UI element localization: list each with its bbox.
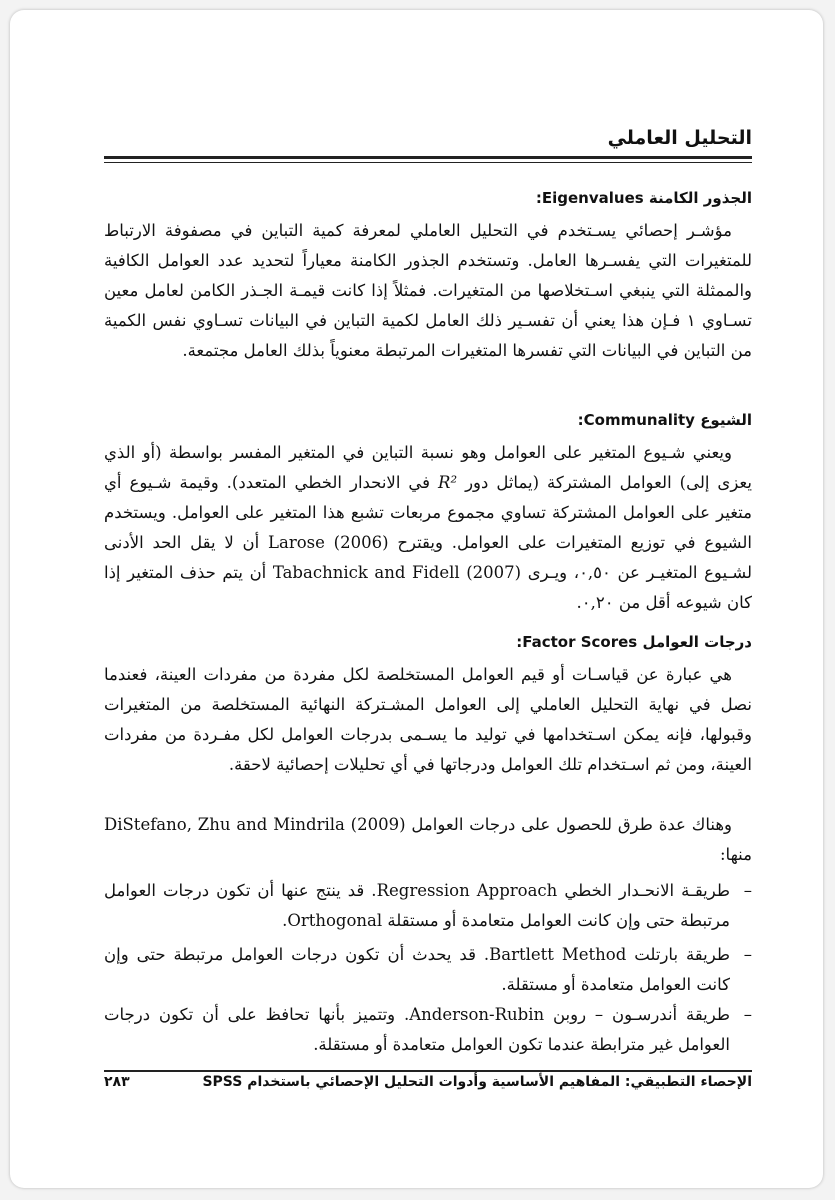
communality-paragraph [104, 438, 752, 618]
list-item [104, 1000, 752, 1060]
list-item [104, 940, 752, 1000]
communality-text-4: أن يتم حذف المتغير إذا كان شيوعه أقل من ٠,٢٠. [104, 563, 752, 612]
method-desc: . قد يحدث أن تكون درجات العوامل مرتبطة حتى وإن كانت العوامل متعامدة أو مستقلة. [104, 945, 730, 994]
eigenvalues-paragraph [104, 216, 752, 366]
r-squared: R² [438, 473, 458, 492]
method-name-ar: طريقة بارتلت [634, 945, 730, 964]
footer-rule [104, 1070, 752, 1072]
communality-text-1: ويعني شـيوع المتغير على العوامل وهو نسبة التباين في المتغير المفسر بواسطة (أو الذي يعزى إلى) العوامل المشتركة (يماثل دور [104, 443, 752, 492]
dash-bullet: – [743, 1005, 752, 1024]
footer-book-title [202, 1074, 752, 1090]
method-name-ar: طريقـة الانحـدار الخطي [564, 881, 730, 900]
citation-distefano: DiStefano, Zhu and Mindrila (2009) [104, 815, 406, 834]
communality-text-3: أن لا يقل الحد الأدنى لشـيوع المتغيـر عن ٠,٥٠، ويـرى [104, 533, 753, 582]
eigenvalues-text: مؤشـر إحصائي يسـتخدم في التحليل العاملي لمعرفة كمية التباين في مصفوفة الارتباط للمتغيرات التي يفسـرها العامل. وتستخدم الجذور الكامنة معياراً لتحديد عدد العوامل الكافية والممثلة التي ينبغي اسـتخلاصها من المتغيرات. فمثلاً إذا كانت قيمـة الجـذر الكامن لعامل معين تسـاوي ١ فـإن هذا يعني أن تفسـير ذلك العامل لكمية التباين في البيانات تسـاوي نفس الكمية من التباين في البيانات التي تفسرها المتغيرات المرتبطة معنوياً بذلك العامل مجتمعة. [104, 221, 752, 360]
communality-heading-ar: الشيوع [700, 411, 752, 429]
factor-scores-heading: درجات العوامل Factor Scores: [516, 633, 752, 651]
methods-intro-text-1: وهناك عدة طرق للحصول على درجات العوامل [411, 815, 733, 834]
factor-scores-paragraph [104, 660, 752, 780]
method-desc-en: Orthogonal [287, 911, 383, 930]
document-page [10, 10, 823, 1188]
list-item: – طريقـة الانحـدار الخطي Regression Approach. قد ينتج عنها أن تكون درجات العوامل مرتبطة حتى وإن كانت العوامل متعامدة أو مستقلة Orthogonal. [104, 876, 752, 936]
eigenvalues-heading-en: Eigenvalues [541, 189, 644, 207]
method-name-en: Anderson-Rubin [409, 1005, 545, 1024]
running-title: التحليل العاملي [607, 127, 752, 149]
page-number: ٢٨٣ [104, 1074, 130, 1090]
method-name-ar: طريقة أندرسـون – روبن [552, 1005, 731, 1024]
factor-scores-text: هي عبارة عن قياسـات أو قيم العوامل المستخلصة لكل مفردة من مفردات العينة، فعندما نصل في نهاية التحليل العاملي إلى العوامل المشـتركة النهائية المستخلصة من المتغيرات وقبولها، فإنه يمكن اسـتخدامها في توليد ما يسـمى بدرجات العوامل لكل مفـردة من مفردات العينة، ومن ثم اسـتخدام تلك العوامل ودرجاتها في أي تحليلات إحصائية لاحقة. [104, 665, 752, 774]
footer-title-text: الإحصاء التطبيقي: المفاهيم الأساسية وأدوات التحليل الإحصائي باستخدام [247, 1074, 752, 1090]
communality-heading-en: Communality [583, 411, 695, 429]
header-rule-thin [104, 162, 752, 163]
citation-tabachnick: Tabachnick and Fidell (2007) [272, 563, 522, 582]
communality-heading: الشيوع Communality: [577, 411, 752, 429]
dash-bullet: – [743, 945, 752, 964]
eigenvalues-heading-ar: الجذور الكامنة [648, 189, 752, 207]
methods-intro-text-2: منها: [719, 845, 752, 864]
communality-text-2: في الانحدار الخطي المتعدد). وقيمة شـيوع أي متغير على العوامل المشتركة تساوي مجموع مربعات تشبع هذا المتغير على العوامل. ويستخدم الشيوع في توزيع المتغيرات على العوامل. ويقترح [104, 473, 753, 552]
method-desc: . وتتميز بأنها تحافظ على أن تكون درجات العوامل غير مترابطة عندما تكون العوامل متعامدة أو مستقلة. [104, 1005, 730, 1054]
eigenvalues-heading: الجذور الكامنة Eigenvalues: [535, 189, 752, 207]
method-desc: . قد ينتج عنها أن تكون درجات العوامل مرتبطة حتى وإن كانت العوامل متعامدة أو مستقلة [104, 881, 730, 930]
methods-intro [104, 810, 752, 870]
header-rule-thick [104, 156, 752, 159]
method-name-en: Regression Approach [376, 881, 558, 900]
factor-scores-heading-en: Factor Scores [522, 633, 638, 651]
citation-larose: Larose (2006) [268, 533, 389, 552]
factor-scores-heading-ar: درجات العوامل [642, 633, 752, 651]
method-name-en: Bartlett Method [489, 945, 627, 964]
footer-spss: SPSS [202, 1074, 243, 1090]
dash-bullet: – [743, 881, 752, 900]
